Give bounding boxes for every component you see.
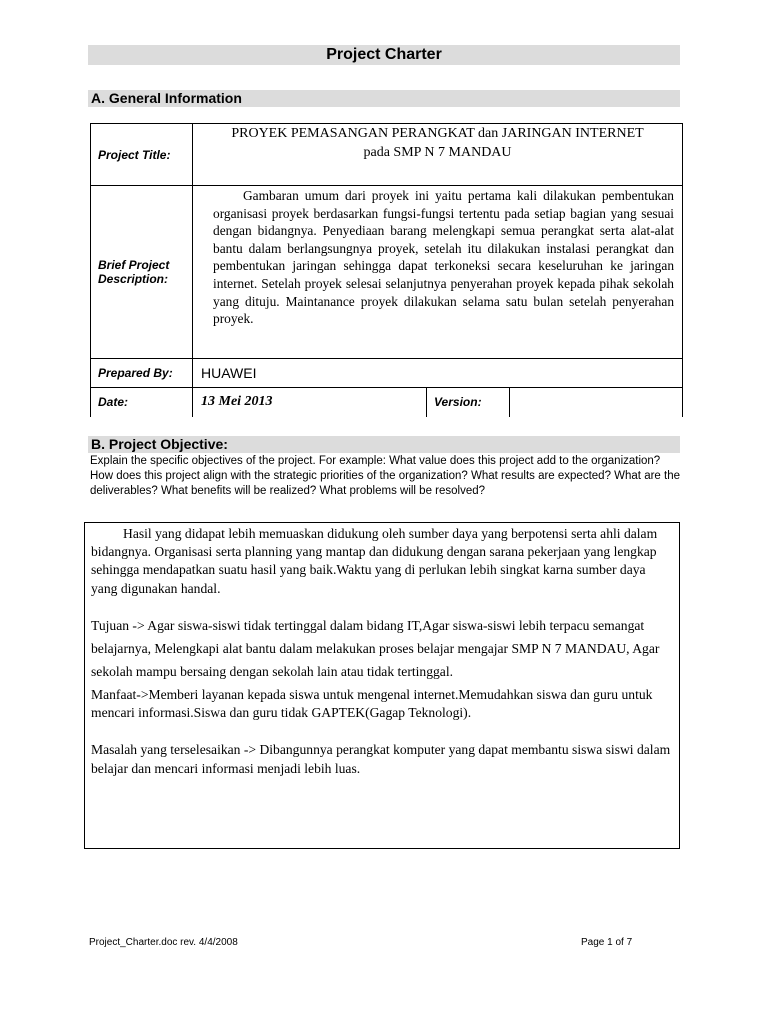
date-value: 13 Mei 2013 xyxy=(193,388,427,417)
description-label-line-2: Description: xyxy=(98,272,169,286)
objective-paragraph-3: Manfaat->Memberi layanan kepada siswa untuk mengenal internet.Memudahkan siswa dan guru untuk mencari informasi.Siswa dan guru tidak GAPTEK(Gagap Teknologi). xyxy=(91,687,653,720)
objective-paragraph-2: Tujuan -> Agar siswa-siswi tidak tertinggal dalam bidang IT,Agar siswa-siswi lebih terpacu semangat belajarnya, Melengkapi alat bantu dalam melakukan proses belajar mengajar SMP N 7 MANDAU, Agar sekolah mampu bersaing dengan sekolah lain atau tidak tertinggal. xyxy=(91,618,660,679)
description-label-line-1: Brief Project xyxy=(98,258,170,272)
footer-filename: Project_Charter.doc rev. 4/4/2008 xyxy=(89,937,238,948)
description-label xyxy=(91,186,193,359)
objective-box xyxy=(84,522,680,849)
prepared-by-label: Prepared By: xyxy=(91,359,193,388)
project-title-line-1: PROYEK PEMASANGAN PERANGKAT dan JARINGAN INTERNET xyxy=(231,126,644,141)
general-information-table xyxy=(90,123,683,417)
footer-page-number: Page 1 of 7 xyxy=(581,937,633,948)
prepared-by-row xyxy=(91,359,683,388)
prepared-by-value: HUAWEI xyxy=(193,359,683,388)
objective-paragraph-4: Masalah yang terselesaikan -> Dibangunnya perangkat komputer yang dapat membantu siswa siswi dalam belajar dan mencari informasi menjadi lebih luas. xyxy=(91,742,671,776)
version-label: Version: xyxy=(427,388,510,417)
date-row xyxy=(91,388,683,417)
project-title-label: Project Title: xyxy=(91,124,193,186)
objective-paragraph-1: Hasil yang didapat lebih memuaskan didukung oleh sumber daya yang berpotensi serta ahli dalam bidangnya. Organisasi serta planning yang mantap dan didukung dengan sarana pekerjaan yang lengkap sehingga mendapatkan suatu hasil yang baik.Waktu yang di perlukan lebih singkat karna sumber daya yang digunakan handal. xyxy=(91,526,658,596)
description-row xyxy=(91,186,683,359)
date-label: Date: xyxy=(91,388,193,417)
document-title: Project Charter xyxy=(88,45,680,65)
section-a-heading: A. General Information xyxy=(88,90,680,107)
project-title-line-2: pada SMP N 7 MANDAU xyxy=(363,145,512,160)
project-title-row xyxy=(91,124,683,186)
description-value: Gambaran umum dari proyek ini yaitu pertama kali dilakukan pembentukan organisasi proyek berdasarkan fungsi-fungsi tertentu pada setiap bagian yang sesuai dengan bidangnya. Penyediaan barang melengkapi semua perangkat serta alat-alat bantu dalam berlangsungnya proyek, setelah itu dilakukan instalasi perangkat dan pembentukan jaringan sehingga dapat terkoneksi secara keseluruhan ke jaringan internet. Setelah proyek selesai selanjutnya penyerahan proyek kepada pihak sekolah yang dituju. Maintanance proyek dilakukan selama satu bulan setelah penyerahan proyek. xyxy=(193,186,683,359)
version-value xyxy=(510,388,683,417)
project-title-value xyxy=(193,124,683,186)
section-b-heading: B. Project Objective: xyxy=(88,436,680,453)
objective-instructions: Explain the specific objectives of the project. For example: What value does this project add to the organization? How does this project align with the strategic priorities of the organization? What results are expected? What are the deliverables? What benefits will be realized? What problems will be resolved? xyxy=(90,455,680,497)
